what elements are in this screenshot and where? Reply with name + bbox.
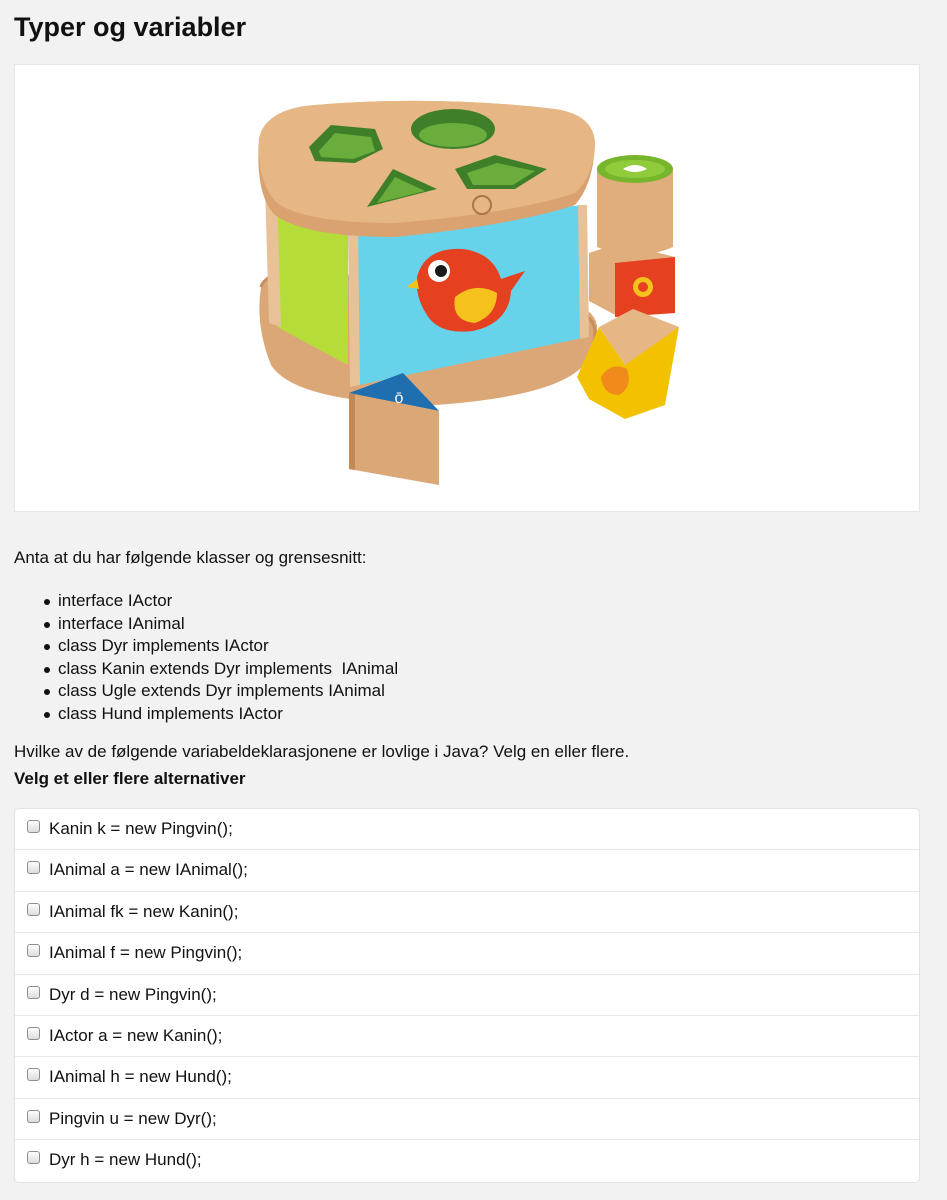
checkbox[interactable] [27, 1151, 40, 1164]
bullet-icon [44, 667, 50, 673]
answer-option[interactable] [15, 1099, 919, 1140]
checkbox[interactable] [27, 1027, 40, 1040]
bullet-icon [44, 689, 50, 695]
answer-option[interactable] [15, 933, 919, 974]
answer-option-label[interactable]: IAnimal f = new Pingvin(); [49, 943, 243, 963]
class-list-item [14, 613, 398, 636]
cylinder-block [597, 155, 673, 255]
answer-option-label[interactable]: Pingvin u = new Dyr(); [49, 1108, 217, 1128]
checkbox[interactable] [27, 944, 40, 957]
bullet-icon [44, 622, 50, 628]
checkbox[interactable] [27, 903, 40, 916]
class-list-item [14, 590, 398, 613]
intro-text: Anta at du har følgende klasser og grensesnitt: [14, 548, 367, 567]
flower-cube [589, 243, 675, 317]
class-list-item [14, 680, 398, 703]
checkbox[interactable] [27, 986, 40, 999]
class-list-item-text: class Hund implements IActor [58, 703, 283, 723]
answer-option-label[interactable]: IAnimal fk = new Kanin(); [49, 901, 239, 921]
answer-option[interactable] [15, 850, 919, 891]
answer-option-label[interactable]: IAnimal a = new IAnimal(); [49, 860, 248, 880]
answer-option-label[interactable]: IActor a = new Kanin(); [49, 1025, 223, 1045]
answer-option-label[interactable]: IAnimal h = new Hund(); [49, 1067, 232, 1087]
checkbox[interactable] [27, 820, 40, 833]
class-list-item-text: interface IActor [58, 591, 173, 610]
checkbox[interactable] [27, 861, 40, 874]
answer-option[interactable] [15, 1057, 919, 1098]
shape-sorter-illustration [15, 65, 921, 513]
svg-text:ō: ō [394, 390, 404, 407]
answer-option-label[interactable]: Dyr h = new Hund(); [49, 1150, 202, 1170]
class-list-item [14, 658, 398, 681]
instruction-text: Velg et eller flere alternativer [14, 769, 246, 788]
bullet-icon [44, 644, 50, 650]
answer-option-label[interactable]: Kanin k = new Pingvin(); [49, 819, 233, 838]
answer-option-label[interactable]: Dyr d = new Pingvin(); [49, 984, 217, 1004]
class-list-item-text: class Ugle extends Dyr implements IAnimal [58, 681, 385, 701]
answer-option[interactable] [15, 1140, 919, 1181]
class-list-item-text: class Dyr implements IActor [58, 636, 269, 656]
class-list-item-text: class Kanin extends Dyr implements IAnimal [58, 658, 399, 678]
class-list-item [14, 635, 398, 658]
class-list-item-text: interface IAnimal [58, 613, 185, 633]
question-text: Hvilke av de følgende variabeldeklarasjonene er lovlige i Java? Velg en eller flere. [14, 742, 630, 761]
page-title: Typer og variabler [14, 12, 247, 42]
answer-option[interactable] [15, 1016, 919, 1057]
answer-option[interactable] [15, 809, 919, 850]
answer-option[interactable] [15, 975, 919, 1016]
checkbox[interactable] [27, 1110, 40, 1123]
bullet-icon [44, 599, 50, 605]
class-list-item [14, 703, 398, 726]
bullet-icon [44, 712, 50, 718]
shape-sorter-toy-image [14, 64, 920, 512]
class-list [14, 590, 398, 726]
answer-options [14, 808, 920, 1183]
checkbox[interactable] [27, 1068, 40, 1081]
answer-option[interactable] [15, 892, 919, 933]
